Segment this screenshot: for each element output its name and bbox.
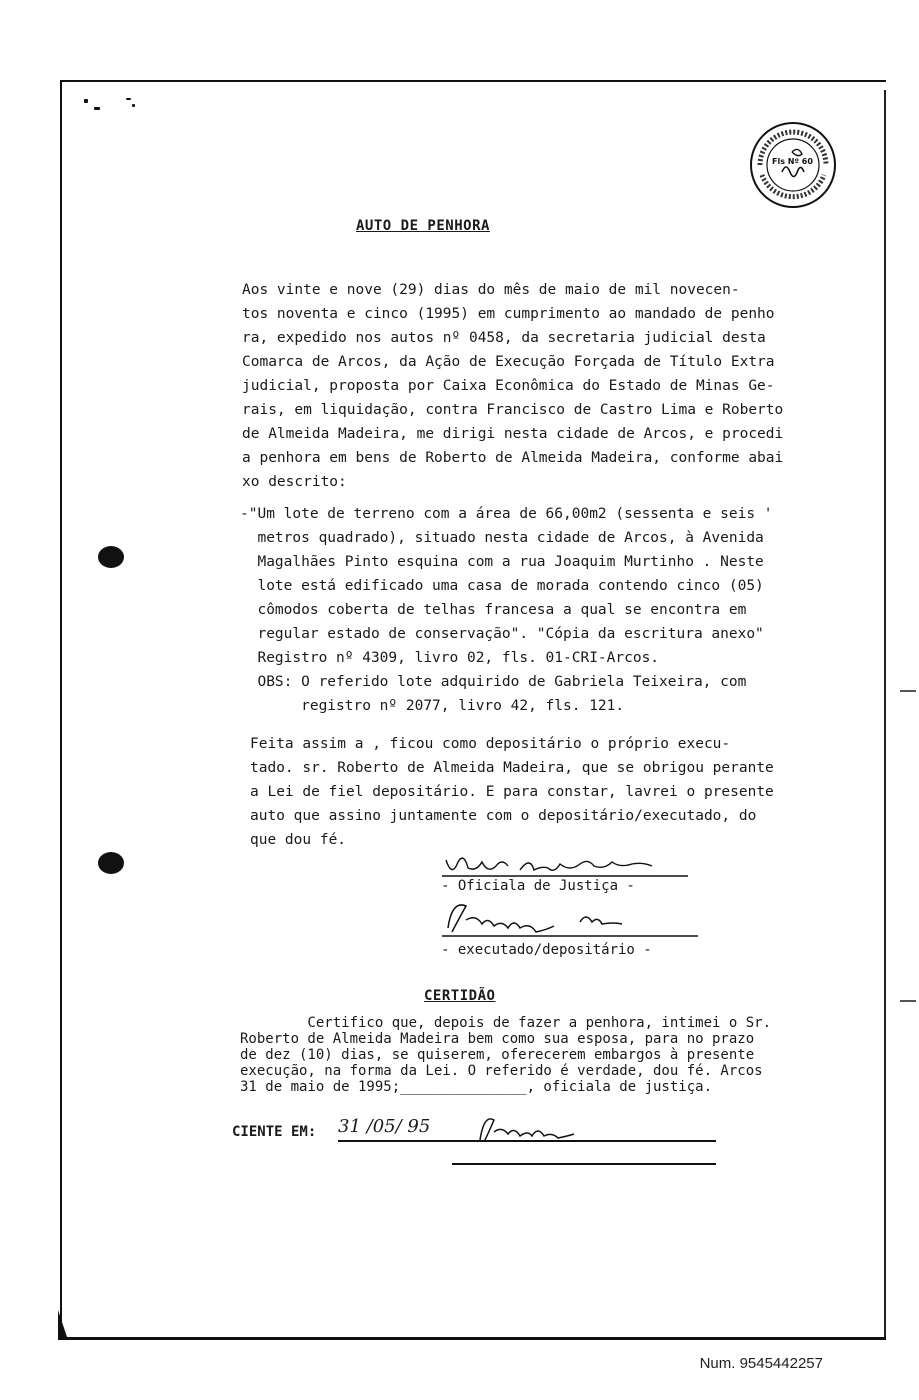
page-border-left xyxy=(60,80,62,1340)
ciente-line-1 xyxy=(338,1140,716,1142)
court-seal-stamp xyxy=(748,120,838,210)
document-title: AUTO DE PENHORA xyxy=(356,218,490,234)
ciente-signature xyxy=(470,1112,720,1142)
paragraph-depositary: Feita assim a , ficou como depositário o próprio execu- tado. sr. Roberto de Almeida Madeira, que se obrigou perante a Lei de fiel depositário. E para constar, lavrei o presente auto que assino juntamente com o depositário/executado, do que dou fé. xyxy=(250,736,774,848)
punch-hole-bottom xyxy=(98,852,124,874)
page-border-top xyxy=(60,80,886,82)
officer-signature-label: - Oficiala de Justiça - xyxy=(441,878,635,894)
punch-hole-top xyxy=(98,546,124,568)
margin-mark xyxy=(900,690,916,692)
executed-signature-label: - executado/depositário - xyxy=(441,942,652,958)
page-border-right xyxy=(884,90,886,1340)
margin-mark xyxy=(900,1000,916,1002)
page-border-bottom xyxy=(60,1337,886,1340)
stamp-text: Fls Nº 60 xyxy=(772,157,813,166)
paragraph-property-description: -"Um lote de terreno com a área de 66,00m2 (sessenta e seis ' metros quadrado), situado nesta cidade de Arcos, à Avenida Magalhães Pinto esquina com a rua Joaquim Murtinho . Neste lote está edificado uma casa de morada contendo cinco (05) cômodos coberta de telhas francesa a qual se encontra em regular estado de conservação". "Cópia da escritura anexo" Registro nº 4309, livro 02, fls. 01-CRI-Arcos. OBS: O referido lote adquirido de Gabriela Teixeira, com registro nº 2077, livro 42, fls. 121. xyxy=(240,506,773,714)
certidao-text: Certifico que, depois de fazer a penhora, intimei o Sr. Roberto de Almeida Madeira bem como sua esposa, para no prazo de dez (10) dias, se quiserem, oferecerem embargos à presente execução, na forma da Lei. O referido é verdade, dou fé. Arcos 31 de maio de 1995;_______________, oficiala de justiça. xyxy=(240,1015,772,1095)
ciente-date: 31 /05/ 95 xyxy=(338,1116,431,1137)
ciente-label: CIENTE EM: xyxy=(232,1124,317,1140)
executed-signature xyxy=(440,898,700,938)
certidao-title: CERTIDÃO xyxy=(424,988,496,1004)
corner-mark xyxy=(58,1310,68,1340)
paragraph-intro: Aos vinte e nove (29) dias do mês de maio de mil novecen- tos noventa e cinco (1995) em cumprimento ao mandado de penho ra, expedido nos autos nº 0458, da secretaria judicial desta Comarca de Arcos, da Ação de Execução Forçada de Título Extra judicial, proposta por Caixa Econômica do Estado de Minas Ge- rais, em liquidação, contra Francisco de Castro Lima e Roberto de Almeida Madeira, me dirigi nesta cidade de Arcos, e procedi a penhora em bens de Roberto de Almeida Madeira, conforme abai xo descrito: xyxy=(242,282,784,490)
document-number: Num. 9545442257 xyxy=(699,1355,823,1372)
ciente-line-2 xyxy=(452,1163,716,1165)
scan-specks xyxy=(80,95,140,115)
